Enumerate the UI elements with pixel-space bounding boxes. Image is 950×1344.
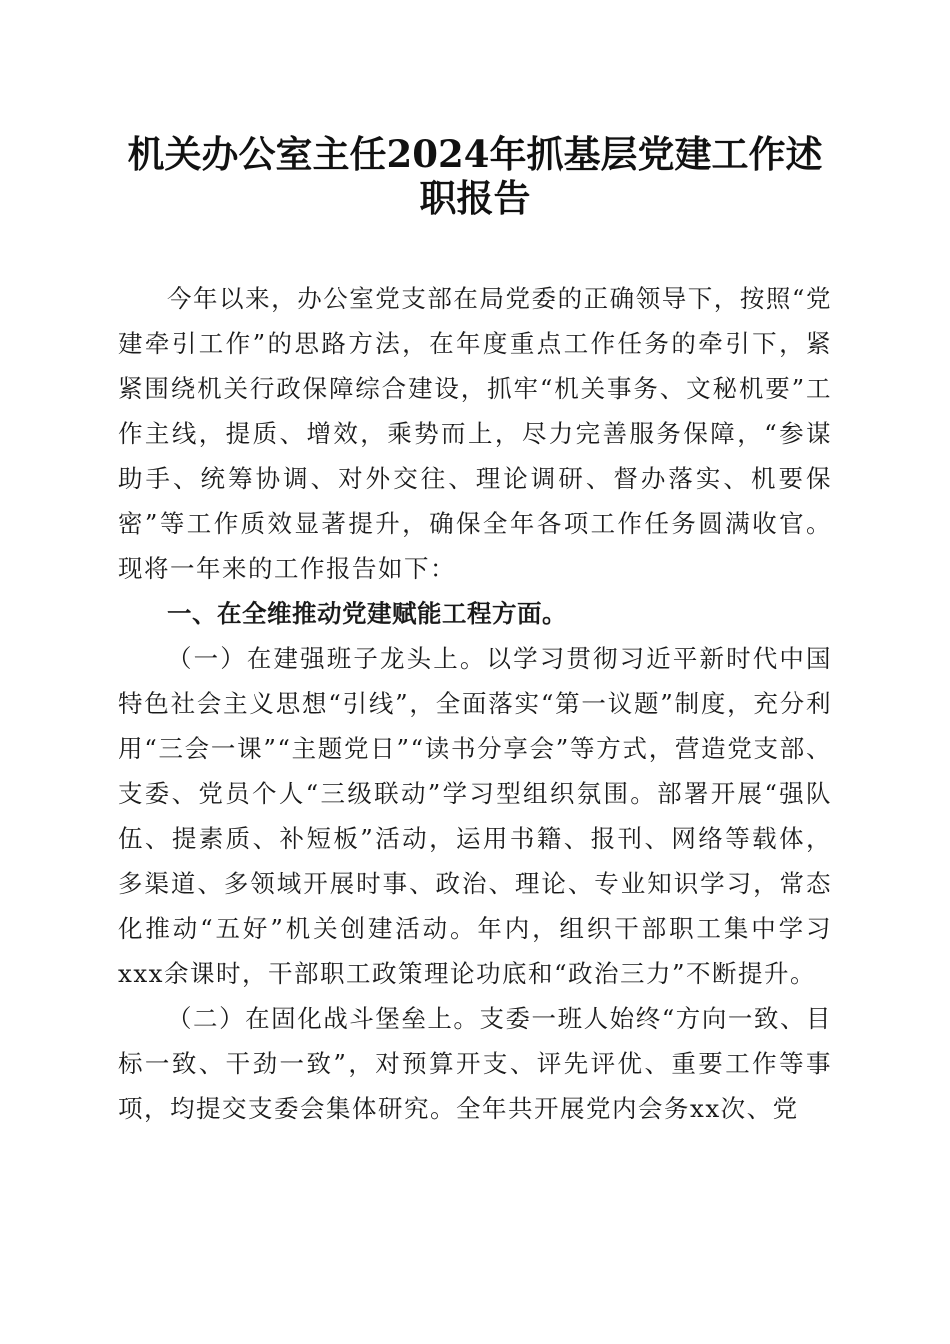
subsection-2-lead: （二）在固化战斗堡垒上。: [167, 1004, 480, 1033]
subsection-1-text: 以学习贯彻习近平新时代中国特色社会主义思想“引线”，全面落实“第一议题”制度，充分利用“三会一课”“主题党日”“读书分享会”等方式，营造党支部、支委、党员个人“三级联动”学习型组织氛围。部署开展“强队伍、提素质、补短板”活动，运用书籍、报刊、网络等载体，多渠道、多领域开展时事、政治、理论、专业知识学习，常态化推动“五好”机关创建活动。年内，组织干部职工集中学习xxx余课时，干部职工政策理论功底和“政治三力”不断提升。: [118, 644, 832, 988]
document-title: 机关办公室主任2024年抓基层党建工作述职报告: [127, 132, 823, 220]
intro-paragraph: [118, 276, 832, 591]
subsection-paragraph-2: [118, 996, 832, 1131]
subsection-2-text: 支委一班人始终“方向一致、目标一致、干劲一致”，对预算开支、评先评优、重要工作等事项，均提交支委会集体研究。全年共开展党内会务xx次、党: [118, 1004, 832, 1123]
subsection-1-lead: （一）在建强班子龙头上。: [167, 644, 487, 673]
section-heading-1: [118, 591, 832, 636]
section-heading-1-text: 一、在全维推动党建赋能工程方面。: [167, 599, 567, 628]
intro-paragraph-text: 今年以来，办公室党支部在局党委的正确领导下，按照“党建牵引工作”的思路方法，在年度重点工作任务的牵引下，紧紧围绕机关行政保障综合建设，抓牢“机关事务、文秘机要”工作主线，提质、增效，乘势而上，尽力完善服务保障，“参谋助手、统筹协调、对外交往、理论调研、督办落实、机要保密”等工作质效显著提升，确保全年各项工作任务圆满收官。现将一年来的工作报告如下：: [118, 284, 832, 583]
document-body: [118, 276, 832, 1131]
subsection-paragraph-1: [118, 636, 832, 996]
